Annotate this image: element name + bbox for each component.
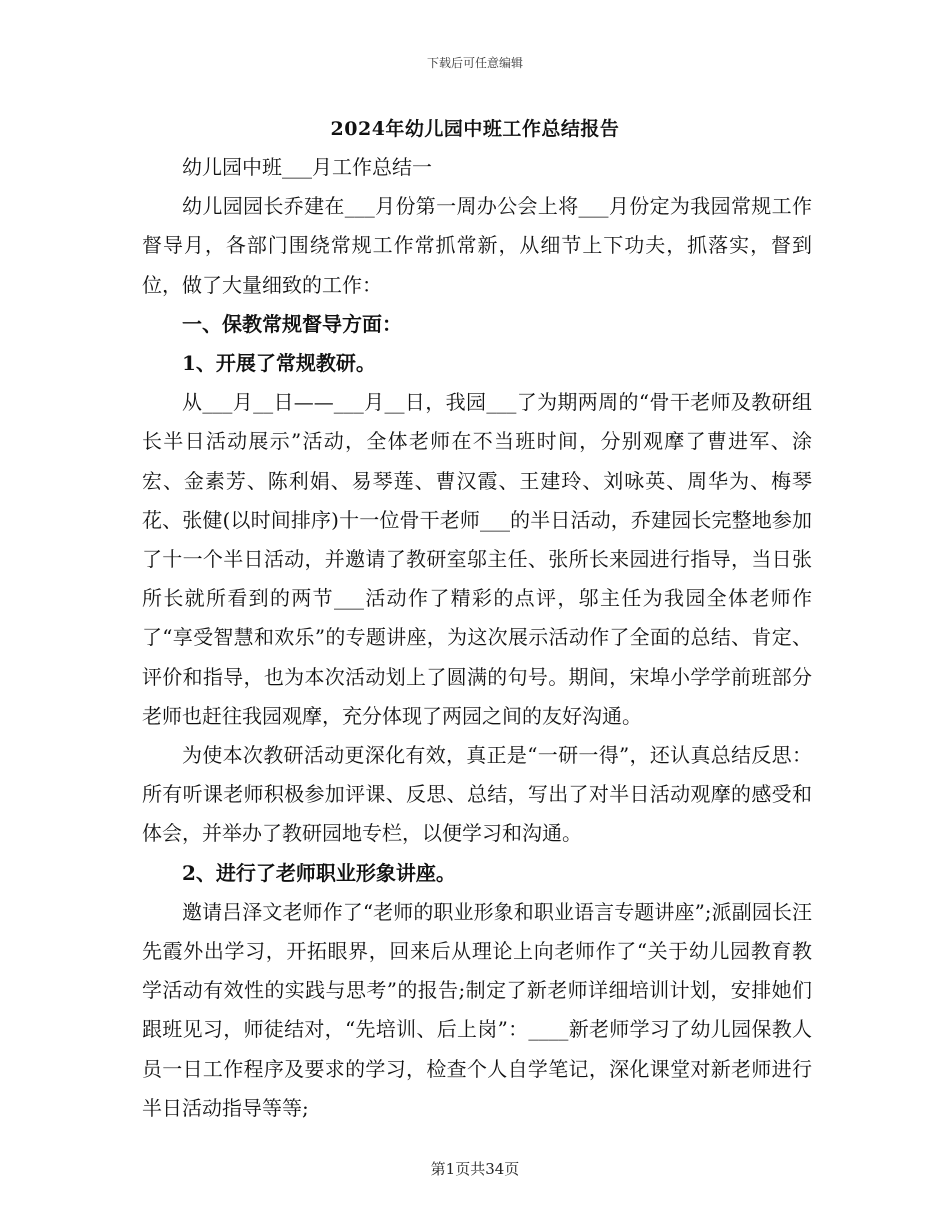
- subsection-heading-2: 2、进行了老师职业形象讲座。: [182, 860, 456, 885]
- page-header: 下载后可任意编辑: [426, 56, 523, 70]
- subtitle-paragraph: 幼儿园中班___月工作总结一: [182, 155, 432, 179]
- document-body: [142, 148, 812, 1128]
- body-paragraph: 为使本次教研活动更深化有效，真正是“一研一得”，还认真总结反思：所有听课老师积极参加评课、反思、总结，写出了对半日活动观摩的感受和体会，并举办了教研园地专栏，以便学习和沟通。: [142, 743, 812, 846]
- subsection-heading-1: 1、开展了常规教研。: [182, 351, 376, 376]
- page-footer: 第1页共34页: [430, 1160, 520, 1178]
- section-heading: 一、保教常规督导方面：: [182, 311, 402, 336]
- document-title: 2024年幼儿园中班工作总结报告: [330, 118, 620, 140]
- body-paragraph: 从___月__日——___月__日，我园___了为期两周的“骨干老师及教研组长半日活动展示”活动，全体老师在不当班时间，分别观摩了曹进军、涂宏、金素芳、陈利娟、易琴莲、曹汉霞、王建玲、刘咏英、周华为、梅琴花、张健(以时间排序)十一位骨干老师___的半日活动，乔建园长完整地参加了十一个半日活动，并邀请了教研室邬主任、张所长来园进行指导，当日张所长就所看到的两节___活动作了精彩的点评，邬主任为我园全体老师作了“享受智慧和欢乐”的专题讲座，为这次展示活动作了全面的总结、肯定、评价和指导，也为本次活动划上了圆满的句号。期间，宋埠小学学前班部分老师也赶往我园观摩，充分体现了两园之间的友好沟通。: [142, 390, 812, 728]
- intro-paragraph: 幼儿园园长乔建在___月份第一周办公会上将___月份定为我园常规工作督导月，各部门围绕常规工作常抓常新，从细节上下功夫，抓落实，督到位，做了大量细致的工作：: [142, 194, 812, 297]
- body-paragraph: 邀请吕泽文老师作了“老师的职业形象和职业语言专题讲座”;派副园长汪先霞外出学习，开拓眼界，回来后从理论上向老师作了“关于幼儿园教育教学活动有效性的实践与思考”的报告;制定了新老师详细培训计划，安排她们跟班见习，师徒结对，“先培训、后上岗”：____新老师学习了幼儿园保教人员一日工作程序及要求的学习，检查个人自学笔记，深化课堂对新老师进行半日活动指导等等;: [142, 899, 812, 1120]
